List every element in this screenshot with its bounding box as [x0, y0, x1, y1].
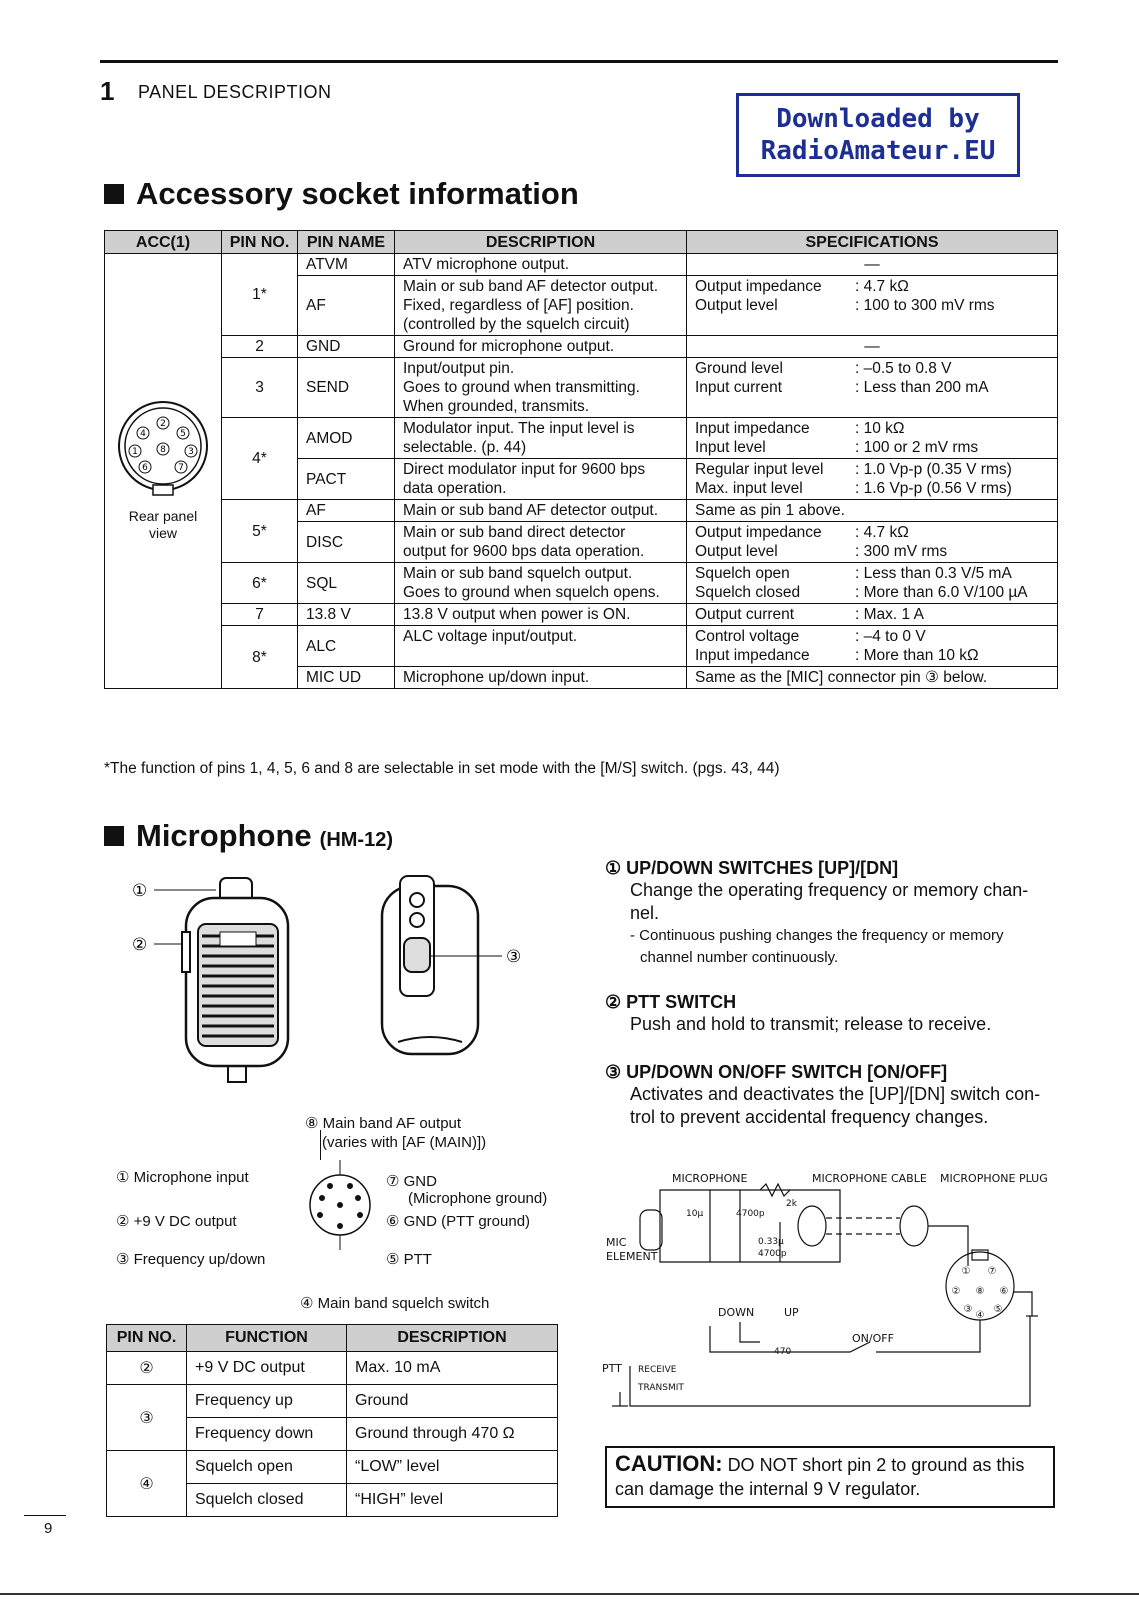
mic-function: Squelch open: [187, 1451, 347, 1484]
bullet-square-icon: [104, 184, 124, 204]
svg-text:3: 3: [188, 446, 194, 457]
item-body: Change the operating frequency or memory chan-: [630, 880, 1029, 900]
microphone-front-illustration: [120, 872, 320, 1090]
pin-desc: 13.8 V output when power is ON.: [395, 604, 687, 626]
spec-value: : 10 kΩ: [855, 420, 905, 437]
pin-spec: [687, 522, 1058, 563]
schem-down: DOWN: [718, 1306, 755, 1319]
svg-text:4: 4: [140, 428, 146, 439]
pin-spec: [687, 604, 1058, 626]
spec-value: : 1.6 Vp-p (0.56 V rms): [855, 480, 1012, 497]
svg-text:⑤: ⑤: [993, 1304, 1003, 1315]
spec-value: : 1.0 Vp-p (0.35 V rms): [855, 461, 1012, 478]
col-acc: ACC(1): [105, 231, 222, 254]
pin-no: 8*: [222, 626, 298, 689]
desc-line: Goes to ground when transmitting.: [403, 379, 640, 396]
spec-value: : Max. 1 A: [855, 606, 924, 623]
pin-spec: Same as pin 1 above.: [687, 500, 1058, 522]
desc-line: Fixed, regardless of [AF] position.: [403, 297, 634, 314]
desc-line: data operation.: [403, 480, 507, 497]
spec-label: Squelch open: [695, 565, 790, 582]
pin7-note: (Microphone ground): [408, 1190, 548, 1207]
schem-cable: MICROPHONE CABLE: [812, 1172, 927, 1185]
pin-spec: [687, 276, 1058, 336]
mic-desc: Ground: [347, 1385, 558, 1418]
pin4-label: ④ Main band squelch switch: [300, 1295, 490, 1312]
pin8-note: (varies with [AF (MAIN)]): [322, 1134, 487, 1151]
pin-desc: [395, 418, 687, 459]
microphone-title-text: Microphone: [136, 818, 312, 853]
callout-2: ②: [132, 935, 148, 955]
din-socket-icon: [113, 401, 213, 501]
desc-line: Input/output pin.: [403, 360, 515, 377]
accessory-header-row: [105, 231, 1058, 254]
table-row: [105, 418, 1058, 459]
item-body: trol to prevent accidental frequency changes.: [630, 1107, 989, 1127]
pin-no: 1*: [222, 254, 298, 336]
pin-no: 6*: [222, 563, 298, 604]
svg-text:⑧: ⑧: [975, 1286, 985, 1297]
schem-receive: RECEIVE: [638, 1365, 677, 1375]
mic-function: Frequency down: [187, 1418, 347, 1451]
spec-value: : 100 or 2 mV rms: [855, 439, 979, 456]
pin-spec: —: [687, 254, 1058, 276]
spec-label: Output impedance: [695, 278, 822, 295]
callout-3: ③: [506, 947, 522, 967]
mic-connector-diagram: [300, 1160, 380, 1250]
pin-no: 3: [222, 358, 298, 418]
pin-name: PACT: [298, 459, 395, 500]
svg-text:1: 1: [132, 446, 138, 457]
table-row: [105, 358, 1058, 418]
pin-name: AMOD: [298, 418, 395, 459]
pin-spec: [687, 358, 1058, 418]
table-row: [107, 1352, 558, 1385]
item-heading: ③ UP/DOWN ON/OFF SWITCH [ON/OFF]: [605, 1062, 948, 1082]
pin1-label: ① Microphone input: [116, 1169, 249, 1186]
download-watermark: [736, 93, 1020, 177]
table-row: [107, 1385, 558, 1418]
pin-name: SEND: [298, 358, 395, 418]
pin2-label: ② +9 V DC output: [116, 1213, 237, 1230]
mic-desc: “HIGH” level: [347, 1484, 558, 1517]
schem-element: ELEMENT: [606, 1250, 658, 1263]
rear-panel-label: Rear panel view: [128, 507, 198, 541]
table-row: [105, 626, 1058, 667]
desc-line: Modulator input. The input level is: [403, 420, 635, 437]
desc-line: Main or sub band AF detector output.: [403, 278, 659, 295]
item-body: nel.: [630, 903, 660, 923]
pin-name: DISC: [298, 522, 395, 563]
spec-value: : Less than 200 mA: [855, 379, 989, 396]
watermark-line-1: Downloaded by: [776, 104, 980, 134]
mic-item-2: [605, 992, 1060, 1036]
mic-pin: ④: [107, 1451, 187, 1517]
schem-r2: 470: [774, 1347, 792, 1357]
spec-label: Output current: [695, 606, 795, 623]
pin-no: 4*: [222, 418, 298, 500]
mic-desc: Ground through 470 Ω: [347, 1418, 558, 1451]
accessory-title-text: Accessory socket information: [136, 176, 579, 211]
table-row: [105, 336, 1058, 358]
spec-label: Output impedance: [695, 524, 822, 541]
pin7-label: ⑦ GND: [386, 1173, 437, 1190]
spec-value: : More than 10 kΩ: [855, 647, 979, 664]
microphone-section-title: [104, 818, 393, 854]
pin-desc: [395, 563, 687, 604]
spec-label: Input impedance: [695, 420, 810, 437]
svg-text:④: ④: [975, 1310, 985, 1321]
pin-no: 2: [222, 336, 298, 358]
mic-pin: ②: [107, 1352, 187, 1385]
item-sub: - Continuous pushing changes the frequency or memory: [630, 927, 1004, 944]
mic-pin-table: [106, 1324, 558, 1517]
col-specifications: SPECIFICATIONS: [687, 231, 1058, 254]
pin-spec: —: [687, 336, 1058, 358]
table-row: [105, 254, 1058, 276]
pin8-leader: [320, 1130, 321, 1160]
spec-label: Ground level: [695, 360, 783, 377]
col-pin-name: PIN NAME: [298, 231, 395, 254]
pin-spec: [687, 418, 1058, 459]
schem-mic: MIC: [606, 1236, 627, 1249]
spec-label: Output level: [695, 297, 778, 314]
item-body: Push and hold to transmit; release to receive.: [630, 1014, 992, 1034]
spec-value: : 4.7 kΩ: [855, 524, 909, 541]
pin-desc: [395, 276, 687, 336]
pin6-label: ⑥ GND (PTT ground): [386, 1213, 531, 1230]
mic-item-1: [605, 858, 1060, 969]
pin-desc: [395, 459, 687, 500]
col-description: DESCRIPTION: [347, 1325, 558, 1352]
pin-spec: Same as the [MIC] connector pin ③ below.: [687, 667, 1058, 689]
schem-c3: 0.33µ: [758, 1237, 784, 1247]
col-pin-no: PIN NO.: [222, 231, 298, 254]
schem-c4: 4700p: [758, 1249, 787, 1259]
desc-line: Main or sub band direct detector: [403, 524, 626, 541]
schem-onoff: ON/OFF: [852, 1332, 894, 1345]
rear-panel-cell: [105, 254, 222, 689]
microphone-back-illustration: [370, 872, 550, 1062]
schem-ptt: PTT: [602, 1362, 622, 1375]
spec-value: : –0.5 to 0.8 V: [855, 360, 952, 377]
pin5-label: ⑤ PTT: [386, 1251, 432, 1268]
mic-schematic: [600, 1166, 1060, 1416]
spec-value: : –4 to 0 V: [855, 628, 926, 645]
caution-box: [605, 1446, 1055, 1508]
desc-line: (controlled by the squelch circuit): [403, 316, 630, 333]
spec-label: Squelch closed: [695, 584, 801, 601]
table-row: [105, 563, 1058, 604]
desc-line: Main or sub band squelch output.: [403, 565, 633, 582]
pin-no: 7: [222, 604, 298, 626]
schem-transmit: TRANSMIT: [638, 1383, 684, 1393]
desc-line: Direct modulator input for 9600 bps: [403, 461, 646, 478]
schem-c1: 10µ: [686, 1209, 704, 1219]
item-heading: ② PTT SWITCH: [605, 992, 737, 1012]
pin-desc: [395, 522, 687, 563]
col-description: DESCRIPTION: [395, 231, 687, 254]
svg-text:8: 8: [160, 444, 166, 455]
pin3-label: ③ Frequency up/down: [116, 1251, 266, 1268]
spec-label: Input current: [695, 379, 783, 396]
pin-desc: Microphone up/down input.: [395, 667, 687, 689]
spec-label: Output level: [695, 543, 778, 560]
table-row: [105, 500, 1058, 522]
pin-desc: Main or sub band AF detector output.: [395, 500, 687, 522]
mic-item-3: [605, 1062, 1060, 1129]
col-pin-no: PIN NO.: [107, 1325, 187, 1352]
pin-name: 13.8 V: [298, 604, 395, 626]
spec-label: Regular input level: [695, 461, 824, 478]
pin-no: 5*: [222, 500, 298, 563]
table-row: [105, 604, 1058, 626]
top-rule: [100, 60, 1058, 63]
chapter-number: 1: [100, 76, 115, 106]
svg-text:7: 7: [178, 462, 184, 473]
pin-desc: [395, 358, 687, 418]
pin-name: ATVM: [298, 254, 395, 276]
spec-label: Input level: [695, 439, 766, 456]
pin-desc: Ground for microphone output.: [395, 336, 687, 358]
mic-function: +9 V DC output: [187, 1352, 347, 1385]
spec-label: Input impedance: [695, 647, 810, 664]
spec-value: : More than 6.0 V/100 µA: [855, 584, 1028, 601]
spec-value: : 300 mV rms: [855, 543, 948, 560]
desc-line: When grounded, transmits.: [403, 398, 590, 415]
schem-c2: 4700p: [736, 1209, 765, 1219]
pin-name: ALC: [298, 626, 395, 667]
page-number-rule: [24, 1515, 66, 1516]
spec-label: Max. input level: [695, 480, 803, 497]
pin-name: GND: [298, 336, 395, 358]
spec-value: : Less than 0.3 V/5 mA: [855, 565, 1012, 582]
svg-text:5: 5: [180, 428, 186, 439]
accessory-footnote: *The function of pins 1, 4, 5, 6 and 8 are selectable in set mode with the [M/S] switch. (pgs. 43, 44): [104, 760, 780, 777]
item-heading: ① UP/DOWN SWITCHES [UP]/[DN]: [605, 858, 899, 878]
mic-pin: ③: [107, 1385, 187, 1451]
col-function: FUNCTION: [187, 1325, 347, 1352]
watermark-line-2: RadioAmateur.EU: [760, 136, 996, 166]
svg-text:①: ①: [961, 1266, 971, 1277]
mic-header-row: [107, 1325, 558, 1352]
desc-line: Goes to ground when squelch opens.: [403, 584, 660, 601]
item-sub: channel number continuously.: [640, 949, 839, 966]
schem-r1: 2k: [786, 1199, 797, 1209]
schem-up: UP: [784, 1306, 799, 1319]
pin-name: MIC UD: [298, 667, 395, 689]
svg-text:②: ②: [951, 1286, 961, 1297]
svg-text:③: ③: [963, 1304, 973, 1315]
desc-line: output for 9600 bps data operation.: [403, 543, 645, 560]
mic-function: Frequency up: [187, 1385, 347, 1418]
schem-microphone: MICROPHONE: [672, 1172, 748, 1185]
caution-text: DO NOT short pin 2 to ground as this can damage the internal 9 V regulator.: [615, 1455, 1025, 1499]
pin-spec: [687, 563, 1058, 604]
spec-value: : 4.7 kΩ: [855, 278, 909, 295]
pin-name: SQL: [298, 563, 395, 604]
bullet-square-icon: [104, 826, 124, 846]
chapter-title: PANEL DESCRIPTION: [138, 82, 332, 102]
spec-value: : 100 to 300 mV rms: [855, 297, 995, 314]
microphone-model: (HM-12): [319, 828, 394, 851]
accessory-table: [104, 230, 1058, 689]
desc-line: selectable. (p. 44): [403, 439, 527, 456]
mic-desc: Max. 10 mA: [347, 1352, 558, 1385]
pin8-label: ⑧ Main band AF output: [305, 1115, 462, 1132]
svg-text:6: 6: [142, 462, 148, 473]
pin-name: AF: [298, 276, 395, 336]
spec-label: Control voltage: [695, 628, 800, 645]
pin-spec: [687, 626, 1058, 667]
schem-plug: MICROPHONE PLUG: [940, 1172, 1048, 1185]
caution-label: CAUTION:: [615, 1451, 723, 1476]
page-number: 9: [44, 1520, 53, 1537]
accessory-section-title: [104, 176, 579, 212]
pin-spec: [687, 459, 1058, 500]
table-row: [107, 1451, 558, 1484]
callout-1: ①: [132, 881, 148, 901]
pin-name: AF: [298, 500, 395, 522]
item-body: Activates and deactivates the [UP]/[DN] switch con-: [630, 1084, 1041, 1104]
svg-text:⑥: ⑥: [999, 1286, 1009, 1297]
svg-text:2: 2: [160, 418, 166, 429]
mic-desc: “LOW” level: [347, 1451, 558, 1484]
pin-desc: ATV microphone output.: [395, 254, 687, 276]
bottom-rule: [0, 1593, 1139, 1595]
svg-text:⑦: ⑦: [987, 1266, 997, 1277]
pin-desc: ALC voltage input/output.: [395, 626, 687, 667]
mic-function: Squelch closed: [187, 1484, 347, 1517]
